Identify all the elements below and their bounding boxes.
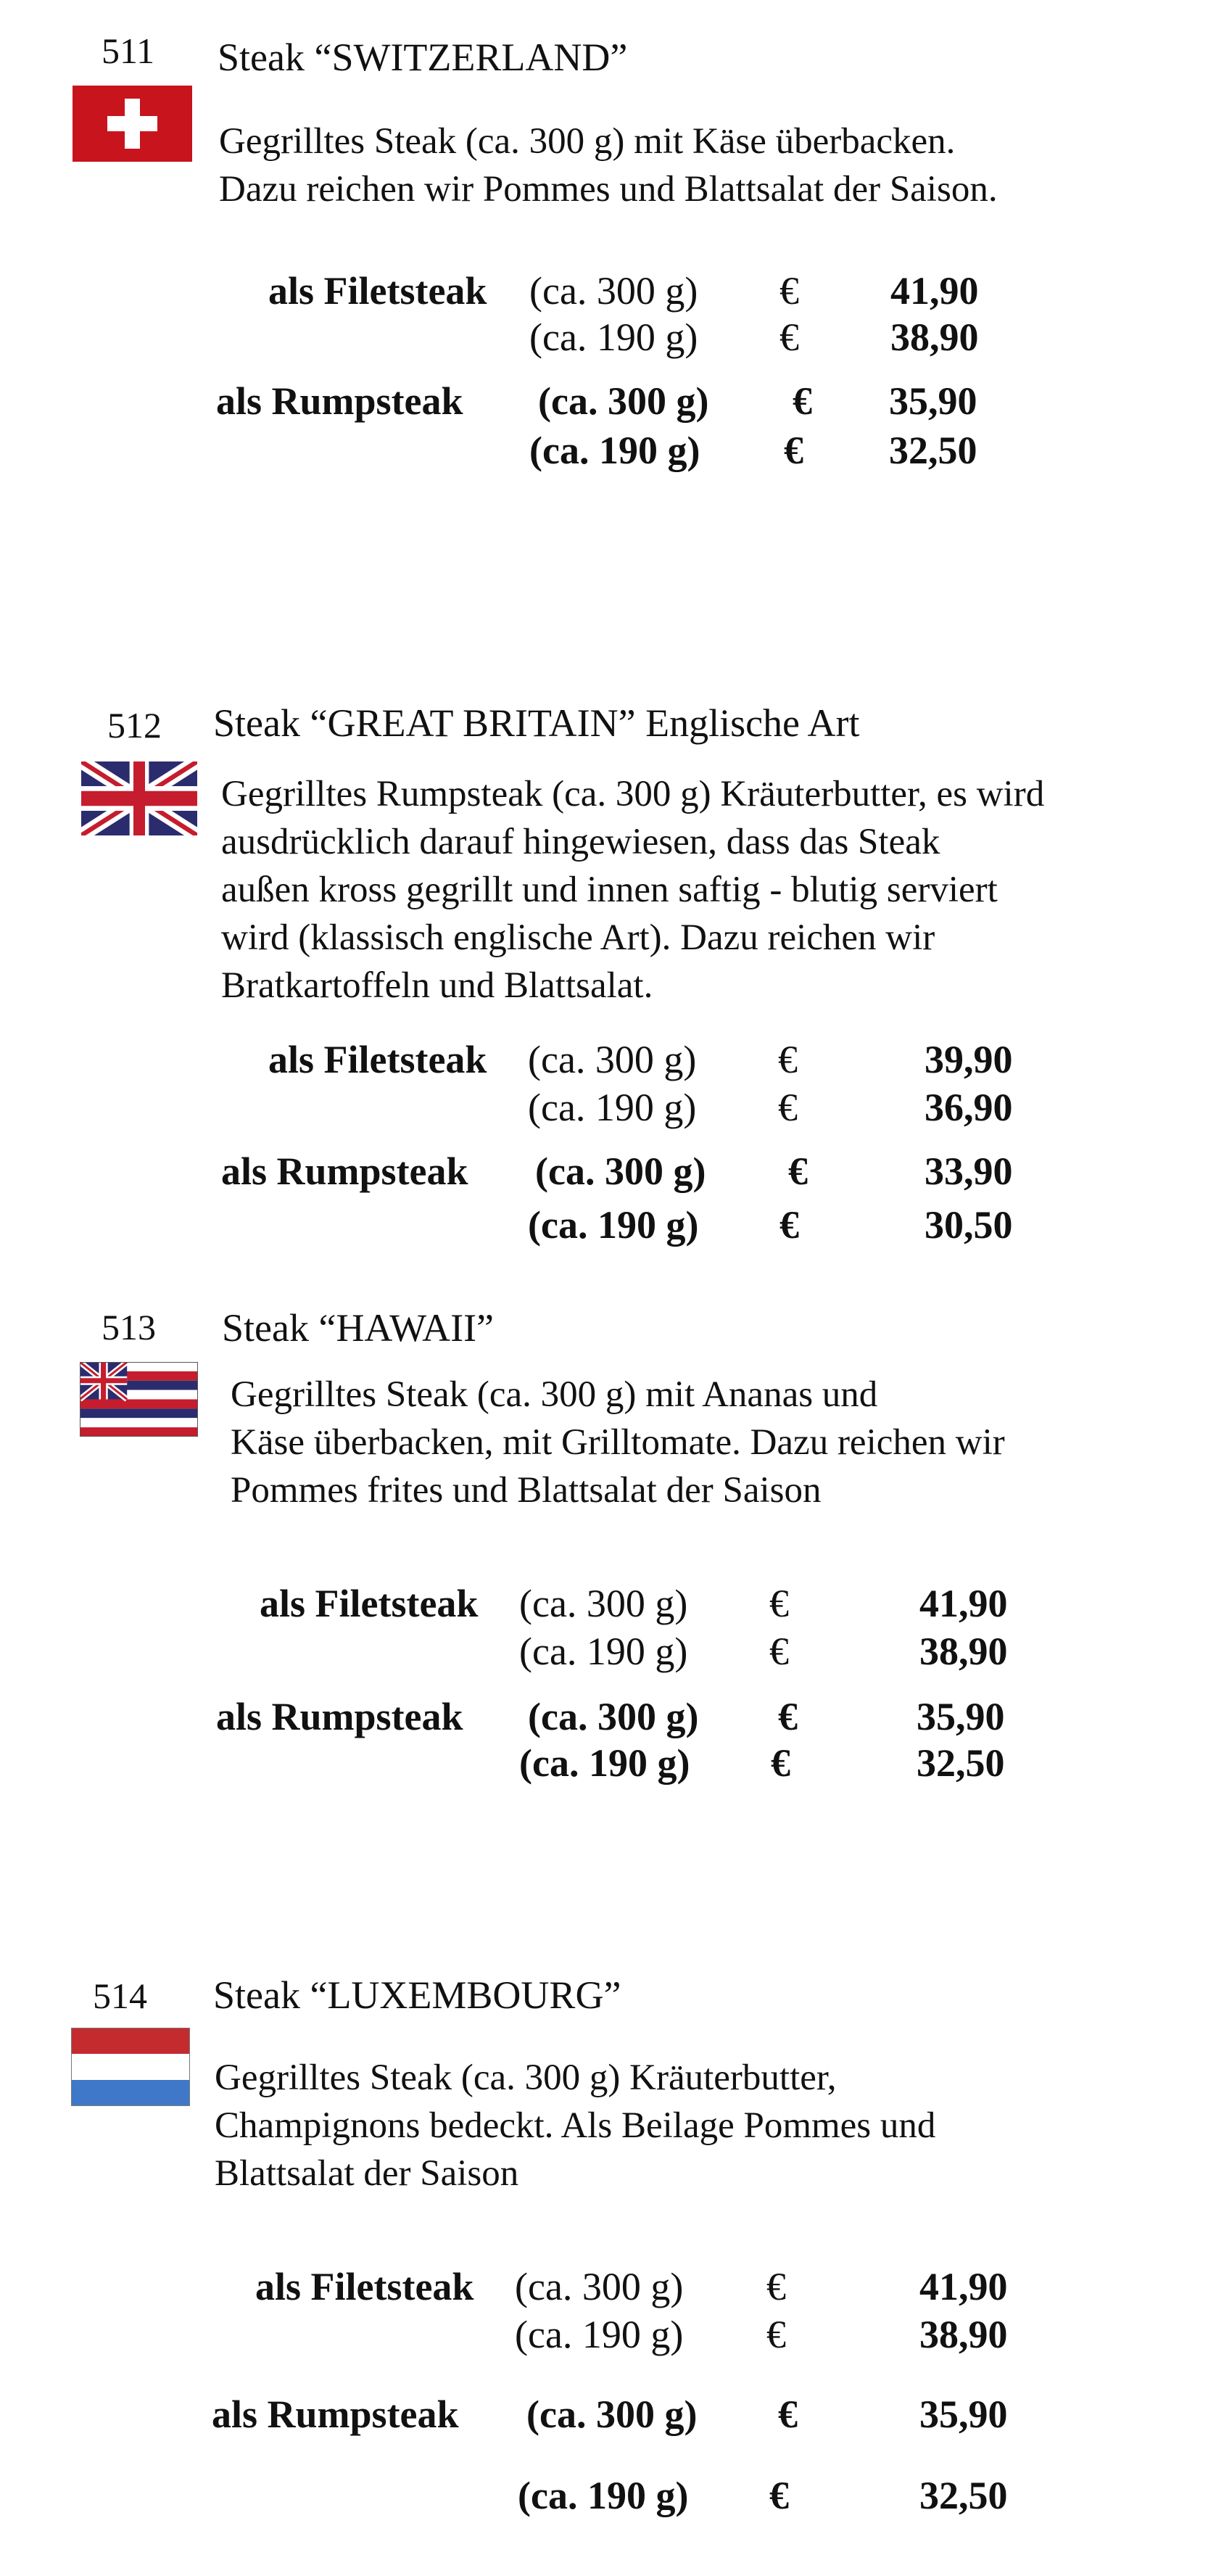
item-number: 511 [102, 30, 155, 71]
euro-sign: € [784, 429, 803, 472]
euro-sign: € [778, 1086, 798, 1129]
description-line: außen kross gegrillt und innen saftig - blutig serviert [221, 870, 998, 910]
description-line: Champignons bedeckt. Als Beilage Pommes und [215, 2105, 936, 2146]
portion-size: (ca. 190 g) [519, 1741, 690, 1785]
portion-size: (ca. 190 g) [519, 1630, 688, 1673]
description-line: Pommes frites und Blattsalat der Saison [231, 1470, 822, 1511]
euro-sign: € [779, 1203, 799, 1247]
price-value: 32,50 [919, 2474, 1008, 2517]
euro-sign: € [778, 1038, 798, 1081]
description-line: Gegrilltes Rumpsteak (ca. 300 g) Kräuterbutter, es wird [221, 774, 1045, 814]
portion-size: (ca. 300 g) [528, 1695, 699, 1738]
price-label: als Rumpsteak [212, 2393, 459, 2436]
price-row [0, 1693, 1216, 1741]
item-title: Steak “LUXEMBOURG” [213, 1973, 621, 2017]
description-line: Käse überbacken, mit Grilltomate. Dazu reichen wir [231, 1422, 1005, 1463]
price-value: 30,50 [925, 1203, 1013, 1247]
price-label: als Filetsteak [268, 1038, 487, 1081]
price-row [0, 1739, 1216, 1787]
price-label: als Rumpsteak [216, 1695, 463, 1738]
price-label: als Filetsteak [255, 2265, 474, 2308]
price-value: 36,90 [925, 1086, 1013, 1129]
price-value: 39,90 [925, 1038, 1013, 1081]
item-title: Steak “GREAT BRITAIN” Englische Art [213, 701, 860, 745]
euro-sign: € [788, 1149, 808, 1193]
euro-sign: € [769, 1630, 789, 1673]
portion-size: (ca. 190 g) [529, 315, 698, 359]
description-line: Dazu reichen wir Pommes und Blattsalat der Saison. [219, 169, 998, 210]
item-description [215, 2054, 935, 2197]
price-value: 35,90 [889, 379, 977, 423]
portion-size: (ca. 190 g) [528, 1203, 699, 1247]
euro-sign: € [778, 1695, 798, 1738]
price-row [0, 377, 1216, 425]
price-value: 41,90 [890, 269, 979, 313]
euro-sign: € [778, 2393, 798, 2436]
price-value: 33,90 [925, 1149, 1013, 1193]
description-line: ausdrücklich darauf hingewiesen, dass das Steak [221, 822, 940, 862]
description-line: Gegrilltes Steak (ca. 300 g) mit Käse überbacken. [219, 121, 956, 162]
price-label: als Filetsteak [268, 269, 487, 313]
price-label: als Rumpsteak [221, 1149, 468, 1193]
portion-size: (ca. 300 g) [526, 2393, 698, 2436]
portion-size: (ca. 190 g) [518, 2474, 689, 2517]
item-number: 513 [102, 1307, 156, 1347]
switzerland-flag-icon [73, 86, 192, 162]
description-line: wird (klassisch englische Art). Dazu reichen wir [221, 917, 935, 958]
price-value: 35,90 [917, 1695, 1005, 1738]
price-row [0, 2390, 1216, 2438]
price-row [0, 1201, 1216, 1249]
euro-sign: € [769, 1582, 789, 1625]
description-line: Gegrilltes Steak (ca. 300 g) mit Ananas und [231, 1374, 878, 1415]
portion-size: (ca. 300 g) [538, 379, 709, 423]
price-value: 38,90 [919, 2313, 1008, 2356]
hawaii-flag-icon [80, 1362, 198, 1437]
item-number: 512 [107, 705, 162, 746]
price-value: 38,90 [890, 315, 979, 359]
euro-sign: € [793, 379, 812, 423]
euro-sign: € [766, 2265, 786, 2308]
portion-size: (ca. 300 g) [528, 1038, 697, 1081]
euro-sign: € [771, 1741, 790, 1785]
price-value: 32,50 [889, 429, 977, 472]
description-line: Blattsalat der Saison [215, 2153, 519, 2194]
description-line: Gegrilltes Steak (ca. 300 g) Kräuterbutter, [215, 2057, 837, 2098]
price-row [0, 1083, 1216, 1131]
portion-size: (ca. 300 g) [535, 1149, 706, 1193]
union-jack-flag-icon [81, 761, 197, 835]
price-row [0, 1627, 1216, 1675]
portion-size: (ca. 300 g) [515, 2265, 684, 2308]
portion-size: (ca. 300 g) [519, 1582, 688, 1625]
price-row [0, 1580, 1216, 1627]
item-title: Steak “HAWAII” [222, 1306, 495, 1350]
price-row [0, 313, 1216, 361]
luxembourg-flag-icon [71, 2028, 190, 2106]
price-value: 38,90 [919, 1630, 1008, 1673]
price-value: 35,90 [919, 2393, 1008, 2436]
euro-sign: € [779, 269, 799, 313]
portion-size: (ca. 190 g) [529, 429, 700, 472]
price-row [0, 426, 1216, 474]
price-value: 41,90 [919, 2265, 1008, 2308]
item-title: Steak “SWITZERLAND” [218, 36, 628, 79]
price-label: als Filetsteak [260, 1582, 479, 1625]
description-line: Bratkartoffeln und Blattsalat. [221, 965, 653, 1006]
item-number: 514 [93, 1976, 147, 2016]
portion-size: (ca. 190 g) [528, 1086, 697, 1129]
item-description [219, 117, 998, 213]
price-row [0, 2472, 1216, 2519]
price-row [0, 2311, 1216, 2358]
euro-sign: € [769, 2474, 789, 2517]
price-value: 32,50 [917, 1741, 1005, 1785]
price-row [0, 1036, 1216, 1083]
item-description [221, 770, 1044, 1010]
price-row [0, 2263, 1216, 2311]
euro-sign: € [766, 2313, 786, 2356]
price-value: 41,90 [919, 1582, 1008, 1625]
portion-size: (ca. 190 g) [515, 2313, 684, 2356]
euro-sign: € [779, 315, 799, 359]
item-description [231, 1371, 1005, 1514]
price-row [0, 1147, 1216, 1195]
price-row [0, 267, 1216, 315]
price-label: als Rumpsteak [216, 379, 463, 423]
portion-size: (ca. 300 g) [529, 269, 698, 313]
